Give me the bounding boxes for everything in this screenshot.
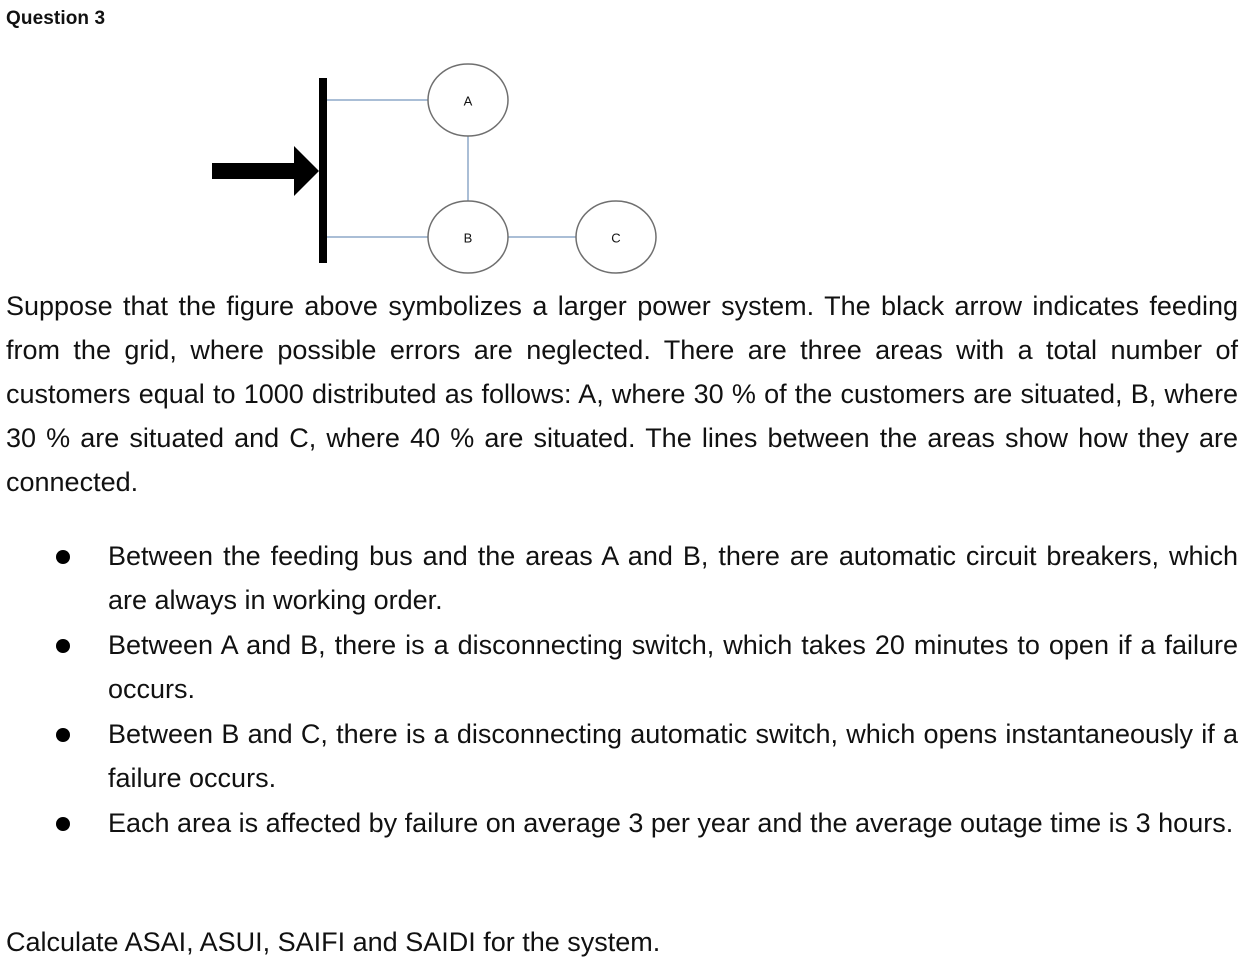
list-item [0,712,1240,800]
bullet-icon [56,550,70,564]
bullet-icon [56,817,70,831]
bullet-icon [56,728,70,742]
list-item-text: Between B and C, there is a disconnecting automatic switch, which opens instantaneously if a failure occurs. [108,719,1238,793]
conditions-list [0,534,1240,846]
list-item [0,801,1240,845]
problem-description: Suppose that the figure above symbolizes a larger power system. The black arrow indicates feeding from the grid, where possible errors are neglected. There are three areas with a total number of customers equal to 1000 distributed as follows: A, where 30 % of the customers are situated, B, where 30 % are situated and C, where 40 % are situated. The lines between the areas show how they are connected. [6,291,1238,497]
list-item-text: Between A and B, there is a disconnecting switch, which takes 20 minutes to open if a failure occurs. [108,630,1238,704]
list-item-text: Between the feeding bus and the areas A and B, there are automatic circuit breakers, which are always in working order. [108,541,1238,615]
list-item-text: Each area is affected by failure on average 3 per year and the average outage time is 3 hours. [108,808,1234,838]
grid-feed-arrow-icon [212,146,319,196]
area-node-b [428,201,508,273]
area-node-a [428,64,508,136]
area-label-c: C [611,230,621,246]
area-node-c [576,201,656,273]
task-statement: Calculate ASAI, ASUI, SAIFI and SAIDI for the system. [6,927,661,957]
area-label-a: A [463,93,473,109]
power-system-diagram [0,0,1248,290]
list-item [0,623,1240,711]
area-label-b: B [463,230,473,246]
feeding-bus [319,78,327,263]
bullet-icon [56,639,70,653]
list-item [0,534,1240,622]
question-title: Question 3 [6,8,106,29]
